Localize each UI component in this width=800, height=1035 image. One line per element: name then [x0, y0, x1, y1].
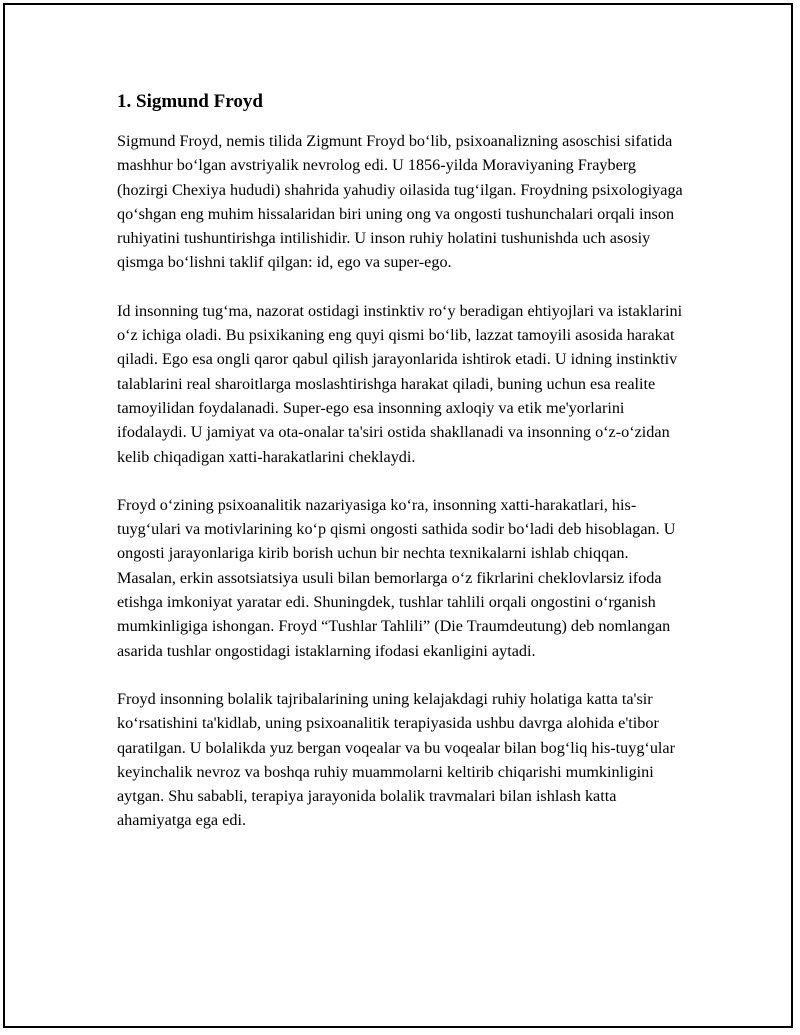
paragraph-4: Froyd insonning bolalik tajribalarining uning kelajakdagi ruhiy holatiga katta ta'sir ko‘rsatishini ta'kidlab, uning psixoanalitik terapiyasida ushbu davrga alohida e'tibor qaratilgan. U bolalikda yuz bergan voqealar va bu voqealar bilan bog‘liq his-tuyg‘ular keyinchalik nevroz va boshqa ruhiy muammolarni keltirib chiqarishi mumkinligini aytgan. Shu sababli, terapiya jarayonida bolalik travmalari bilan ishlash katta ahamiyatga ega edi.: [117, 689, 675, 830]
section-heading: 1. Sigmund Froyd: [117, 91, 263, 112]
paragraph-2: Id insonning tug‘ma, nazorat ostidagi instinktiv ro‘y beradigan ehtiyojlari va istaklarini o‘z ichiga oladi. Bu psixikaning eng quyi qismi bo‘lib, lazzat tamoyili asosida harakat qiladi. Ego esa ongli qaror qabul qilish jarayonlarida ishtirok etadi. U idning instinktiv talablarini real sharoitlarga moslashtirishga harakat qiladi, buning uchun esa realite tamoyilidan foydalanadi. Super-ego esa insonning axloqiy va etik me'yorlarini ifodalaydi. U jamiyat va ota-onalar ta'siri ostida shakllanadi va insonning o‘z-o‘zidan kelib chiqadigan xatti-harakatlarini cheklaydi.: [117, 301, 683, 466]
paragraph-3: Froyd o‘zining psixoanalitik nazariyasiga ko‘ra, insonning xatti-harakatlari, his-tuyg‘ulari va motivlarining ko‘p qismi ongosti sathida sodir bo‘ladi deb hisoblagan. U ongosti jarayonlariga kirib borish uchun bir nechta texnikalarni ishlab chiqqan. Masalan, erkin assotsiatsiya usuli bilan bemorlarga o‘z fikrlarini cheklovlarsiz ifoda etishga imkoniyat yaratar edi. Shuningdek, tushlar tahlili orqali ongostini o‘rganish mumkinligiga ishongan. Froyd “Tushlar Tahlili” (Die Traumdeutung) deb nomlangan asarida tushlar ongostidagi istaklarning ifodasi ekanligini aytadi.: [117, 495, 676, 660]
document-body: [117, 90, 687, 857]
paragraph-1: Sigmund Froyd, nemis tilida Zigmunt Froyd bo‘lib, psixoanalizning asoschisi sifatida mashhur bo‘lgan avstriyalik nevrolog edi. U 1856-yilda Moraviyaning Frayberg (hozirgi Chexiya hududi) shahrida yahudiy oilasida tug‘ilgan. Froydning psixologiyaga qo‘shgan eng muhim hissalaridan biri uning ong va ongosti tushunchalari orqali inson ruhiyatini tushuntirishga intilishidir. U inson ruhiy holatini tushunishda uch asosiy qismga bo‘lishni taklif qilgan: id, ego va super-ego.: [117, 132, 683, 272]
